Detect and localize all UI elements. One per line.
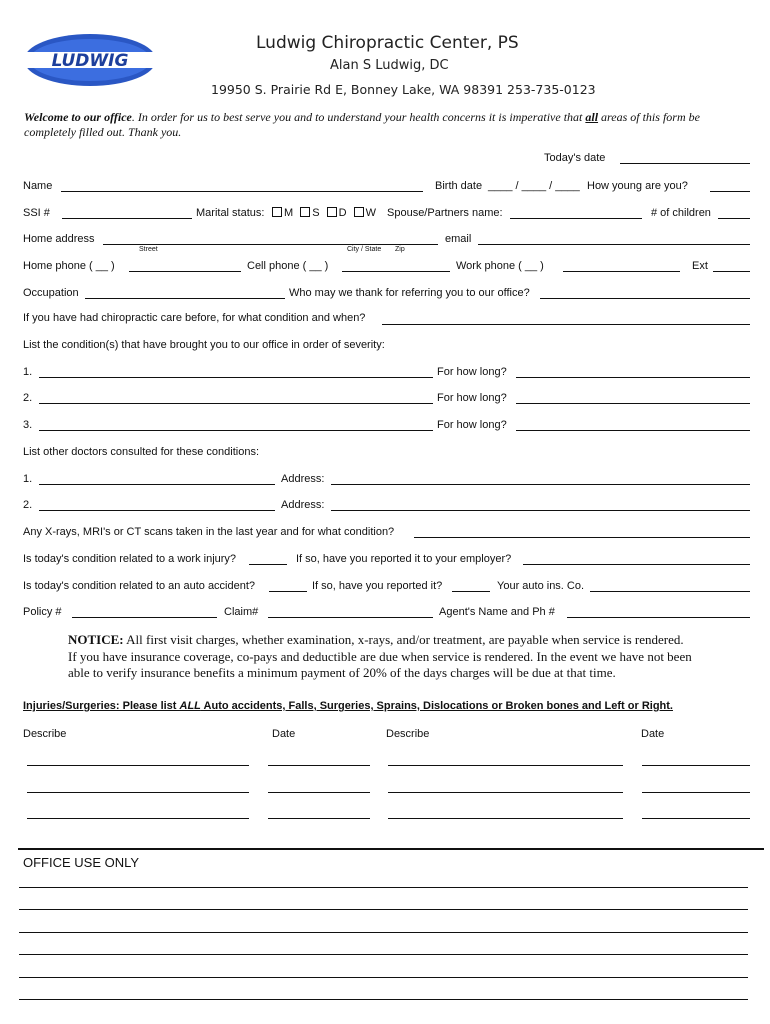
injury-date-field[interactable] xyxy=(268,765,370,766)
describe-header-2: Describe xyxy=(386,728,430,740)
injury-describe-field[interactable] xyxy=(388,792,623,793)
ext-label: Ext xyxy=(692,260,708,272)
home-address-field[interactable] xyxy=(103,244,438,245)
cell-phone-label: Cell phone ( __ ) xyxy=(247,260,329,272)
birth-date-label: Birth date xyxy=(435,180,483,192)
home-address-label: Home address xyxy=(23,233,95,245)
todays-date-label: Today's date xyxy=(544,152,606,164)
doctor-1-address-field[interactable] xyxy=(331,484,750,485)
children-label: # of children xyxy=(651,207,711,219)
agent-label: Agent's Name and Ph # xyxy=(439,606,555,618)
children-field[interactable] xyxy=(718,218,750,219)
doctor-2-label: 2. xyxy=(23,499,33,511)
injury-date-field[interactable] xyxy=(642,792,750,793)
injury-date-field[interactable] xyxy=(268,792,370,793)
date-header-1: Date xyxy=(272,728,296,740)
reported-it-field[interactable] xyxy=(452,591,490,592)
condition-3-duration-label: For how long? xyxy=(437,419,507,431)
welcome-lead: Welcome to our office xyxy=(24,110,132,124)
injury-describe-field[interactable] xyxy=(388,765,623,766)
work-phone-label: Work phone ( __ ) xyxy=(456,260,544,272)
condition-2-duration-field[interactable] xyxy=(516,403,750,404)
welcome-text xyxy=(24,110,700,125)
conditions-intro: List the condition(s) that have brought you to our office in order of severity: xyxy=(23,339,385,351)
prior-care-label: If you have had chiropractic care before, for what condition and when? xyxy=(23,312,366,324)
marital-options xyxy=(268,207,376,219)
notice-line1 xyxy=(68,632,684,648)
birth-date-field[interactable]: ____ / ____ / ____ xyxy=(488,180,580,192)
doctor-2-address-field[interactable] xyxy=(331,510,750,511)
injury-describe-field[interactable] xyxy=(27,765,249,766)
marital-d-checkbox[interactable] xyxy=(327,207,337,217)
city-state-label: City / State xyxy=(347,246,382,253)
ssi-label: SSI # xyxy=(23,207,50,219)
injury-date-field[interactable] xyxy=(642,818,750,819)
doctor-1-label: 1. xyxy=(23,473,33,485)
notice-line2: If you have insurance coverage, co-pays and deductible are due when service is rendered. In the event we have not been xyxy=(68,649,692,664)
doctor-1-address-label: Address: xyxy=(281,473,325,485)
office-line[interactable] xyxy=(19,954,748,955)
work-injury-field[interactable] xyxy=(249,564,287,565)
injury-describe-field[interactable] xyxy=(27,792,249,793)
clinic-name: Ludwig Chiropractic Center, PS xyxy=(256,33,519,53)
reported-employer-label: If so, have you reported it to your employer? xyxy=(296,553,512,565)
injuries-heading-b: Auto accidents, Falls, Surgeries, Sprains, Dislocations or Broken bones and Left or Right. xyxy=(200,700,673,712)
name-field[interactable] xyxy=(61,191,423,192)
auto-ins-field[interactable] xyxy=(590,591,750,592)
marital-s-checkbox[interactable] xyxy=(300,207,310,217)
injury-describe-field[interactable] xyxy=(27,818,249,819)
claim-label: Claim# xyxy=(224,606,259,618)
how-young-field[interactable] xyxy=(710,191,750,192)
prior-care-field[interactable] xyxy=(382,324,750,325)
condition-3-field[interactable] xyxy=(39,430,433,431)
auto-ins-label: Your auto ins. Co. xyxy=(497,580,585,592)
injuries-heading-a: Injuries/Surgeries: Please list xyxy=(23,700,180,712)
doctor-2-address-label: Address: xyxy=(281,499,325,511)
ssi-field[interactable] xyxy=(62,218,192,219)
home-phone-field[interactable] xyxy=(129,271,241,272)
marital-status-label: Marital status: xyxy=(196,207,265,219)
welcome-all: all xyxy=(585,110,599,124)
name-label: Name xyxy=(23,180,53,192)
injury-describe-field[interactable] xyxy=(388,818,623,819)
office-line[interactable] xyxy=(19,999,748,1000)
work-phone-field[interactable] xyxy=(563,271,680,272)
notice-line3: able to verify insurance benefits a minimum payment of 20% of the days charges will be due at that time. xyxy=(68,665,616,680)
condition-2-duration-label: For how long? xyxy=(437,392,507,404)
condition-1-field[interactable] xyxy=(39,377,433,378)
condition-3-duration-field[interactable] xyxy=(516,430,750,431)
referral-field[interactable] xyxy=(540,298,750,299)
condition-1-duration-label: For how long? xyxy=(437,366,507,378)
referral-label: Who may we thank for referring you to our office? xyxy=(289,287,530,299)
injuries-heading xyxy=(23,700,673,712)
marital-m-label: M xyxy=(284,207,294,219)
office-line[interactable] xyxy=(19,909,748,910)
work-injury-label: Is today's condition related to a work injury? xyxy=(23,553,237,565)
todays-date-field[interactable] xyxy=(620,163,750,164)
email-label: email xyxy=(445,233,472,245)
date-header-2: Date xyxy=(641,728,665,740)
marital-d-label: D xyxy=(338,207,347,219)
occupation-field[interactable] xyxy=(85,298,285,299)
spouse-label: Spouse/Partners name: xyxy=(387,207,503,219)
spouse-field[interactable] xyxy=(510,218,642,219)
home-phone-label: Home phone ( __ ) xyxy=(23,260,115,272)
marital-m-checkbox[interactable] xyxy=(272,207,282,217)
welcome-after: areas of this form be xyxy=(598,110,700,124)
condition-2-label: 2. xyxy=(23,392,33,404)
injury-date-field[interactable] xyxy=(268,818,370,819)
occupation-label: Occupation xyxy=(23,287,79,299)
reported-employer-field[interactable] xyxy=(523,564,750,565)
welcome-body: . In order for us to best serve you and to understand your health concerns it is imperative that xyxy=(131,110,586,124)
ext-field[interactable] xyxy=(713,271,750,272)
condition-2-field[interactable] xyxy=(39,403,433,404)
zip-label: Zip xyxy=(395,246,405,253)
auto-accident-label: Is today's condition related to an auto accident? xyxy=(23,580,256,592)
logo-text: LUDWIG xyxy=(51,51,129,71)
reported-it-label: If so, have you reported it? xyxy=(312,580,443,592)
condition-1-label: 1. xyxy=(23,366,33,378)
policy-label: Policy # xyxy=(23,606,62,618)
office-line[interactable] xyxy=(19,887,748,888)
doctor-1-field[interactable] xyxy=(39,484,275,485)
marital-w-checkbox[interactable] xyxy=(354,207,364,217)
street-label: Street xyxy=(139,246,158,253)
notice-title: NOTICE: xyxy=(68,632,124,647)
email-field[interactable] xyxy=(478,244,750,245)
office-divider xyxy=(18,848,764,850)
policy-field[interactable] xyxy=(72,617,217,618)
clinic-address: 19950 S. Prairie Rd E, Bonney Lake, WA 98391 253-735-0123 xyxy=(211,82,596,97)
office-use-title: OFFICE USE ONLY xyxy=(23,855,140,870)
injuries-heading-all: ALL xyxy=(179,700,201,712)
ludwig-logo-icon xyxy=(22,32,162,88)
cell-phone-field[interactable] xyxy=(342,271,450,272)
xrays-field[interactable] xyxy=(414,537,750,538)
xrays-label: Any X-rays, MRI's or CT scans taken in the last year and for what condition? xyxy=(23,526,395,538)
claim-field[interactable] xyxy=(268,617,433,618)
doctor-name: Alan S Ludwig, DC xyxy=(330,58,449,73)
doctors-intro: List other doctors consulted for these conditions: xyxy=(23,446,260,458)
how-young-label: How young are you? xyxy=(587,180,688,192)
notice-text1: All first visit charges, whether examination, x-rays, and/or treatment, are payable when service is rendered. xyxy=(123,632,684,647)
logo xyxy=(22,32,162,88)
injury-date-field[interactable] xyxy=(642,765,750,766)
marital-w-label: W xyxy=(365,207,377,219)
welcome-line2: completely filled out. Thank you. xyxy=(24,125,182,139)
office-line[interactable] xyxy=(19,977,748,978)
doctor-2-field[interactable] xyxy=(39,510,275,511)
auto-accident-field[interactable] xyxy=(269,591,307,592)
marital-s-label: S xyxy=(312,207,320,219)
office-line[interactable] xyxy=(19,932,748,933)
condition-3-label: 3. xyxy=(23,419,33,431)
agent-field[interactable] xyxy=(567,617,750,618)
condition-1-duration-field[interactable] xyxy=(516,377,750,378)
describe-header-1: Describe xyxy=(23,728,67,740)
